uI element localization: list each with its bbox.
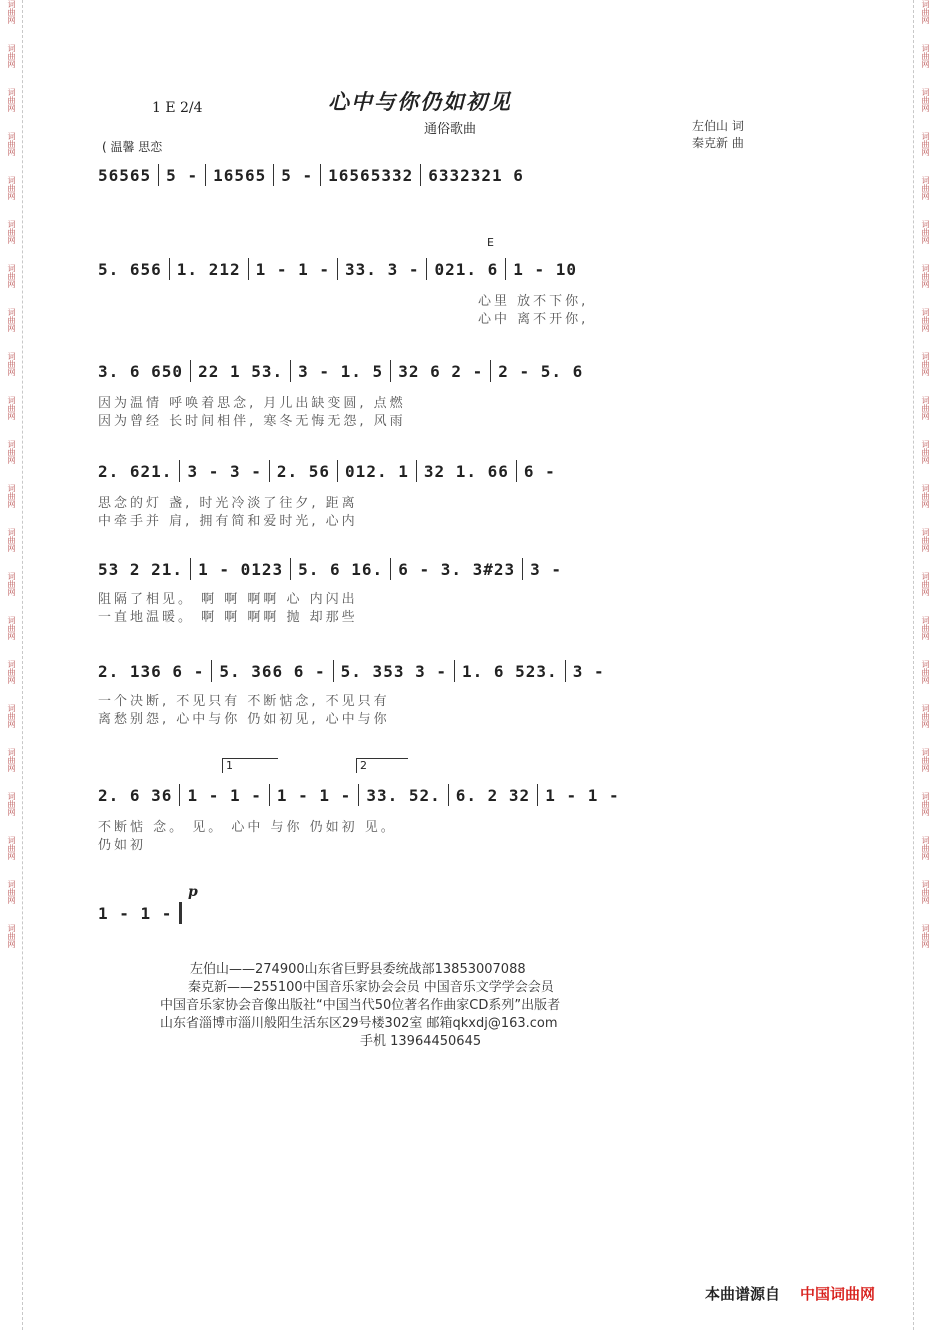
watermark-text: 词曲网	[7, 264, 16, 288]
address-email: 山东省淄博市淄川般阳生活东区29号楼302室 邮箱qkxdj@163.com	[160, 1016, 558, 1031]
measure: 53 2 21.	[98, 559, 184, 579]
lyric-line: 一直地温暖。 啊 啊 啊啊 抛 却那些	[98, 610, 358, 625]
watermark-text: 词曲网	[7, 836, 16, 860]
bar-line	[416, 460, 417, 482]
measure: 1 - 1 -	[276, 785, 352, 805]
score-row	[98, 904, 218, 922]
lyric-line: 离愁别怨, 心中与你 仍如初见, 心中与你	[98, 712, 390, 727]
watermark-text: 词曲网	[921, 572, 930, 596]
bar-line	[273, 164, 274, 186]
measure: 3 -	[530, 559, 563, 579]
bar-line	[179, 784, 180, 806]
right-watermark-strip	[913, 0, 936, 1330]
measure: 2. 56	[276, 461, 331, 481]
bar-line	[333, 660, 334, 682]
watermark-text: 词曲网	[921, 836, 930, 860]
lyricist-credit: 左伯山 词	[692, 119, 744, 133]
watermark-text: 词曲网	[7, 176, 16, 200]
second-ending-bracket: 2	[356, 758, 408, 773]
measure: 22 1 53.	[198, 361, 284, 381]
bar-line	[337, 460, 338, 482]
measure: 1 - 1 -	[187, 785, 262, 805]
lyric-line: 不断惦 念。 见。 心中 与你 仍如初 见。	[98, 820, 397, 835]
watermark-text: 词曲网	[7, 616, 16, 640]
watermark-text: 词曲网	[921, 396, 930, 420]
repeat-bar-line	[269, 784, 270, 806]
score-row	[98, 560, 843, 578]
lyric-line: 中牵手并 肩, 拥有简和爱时光, 心内	[98, 514, 358, 529]
watermark-text: 词曲网	[7, 660, 16, 684]
watermark-text: 词曲网	[921, 0, 930, 24]
watermark-text: 词曲网	[7, 572, 16, 596]
watermark-text: 词曲网	[921, 704, 930, 728]
final-bar-line	[179, 902, 182, 924]
measure: 1 - 1 -	[545, 785, 620, 805]
measure: 33. 52.	[366, 785, 441, 805]
measure: 6 -	[523, 461, 556, 481]
measure: 012. 1	[345, 461, 409, 481]
key-signature: 1 E 2/4	[152, 100, 203, 116]
score-row	[98, 362, 843, 380]
watermark-text: 词曲网	[7, 924, 16, 948]
measure: 56565	[98, 165, 152, 185]
watermark-text: 词曲网	[7, 880, 16, 904]
bar-line	[290, 558, 291, 580]
bar-line	[390, 558, 391, 580]
bar-line	[522, 558, 523, 580]
watermark-text: 词曲网	[921, 660, 930, 684]
bar-line	[190, 360, 191, 382]
left-watermark-strip	[0, 0, 23, 1330]
watermark-text: 词曲网	[921, 176, 930, 200]
measure: 2 - 5. 6	[498, 361, 584, 381]
watermark-text: 词曲网	[921, 88, 930, 112]
watermark-text: 词曲网	[921, 792, 930, 816]
watermark-text: 词曲网	[921, 132, 930, 156]
watermark-text: 词曲网	[7, 0, 16, 24]
bar-line	[211, 660, 212, 682]
watermark-text: 词曲网	[7, 440, 16, 464]
watermark-text: 词曲网	[921, 616, 930, 640]
lyricist-contact: 左伯山——274900山东省巨野县委统战部13853007088	[190, 962, 526, 977]
bar-line	[454, 660, 455, 682]
bar-line	[537, 784, 538, 806]
watermark-text: 词曲网	[921, 220, 930, 244]
score-row	[98, 260, 843, 278]
measure: 1. 212	[176, 259, 241, 279]
measure: 021. 6	[434, 259, 499, 279]
bar-line	[358, 784, 359, 806]
measure: 32 1. 66	[423, 461, 509, 481]
watermark-text: 词曲网	[7, 792, 16, 816]
watermark-text: 词曲网	[7, 396, 16, 420]
watermark-text: 词曲网	[921, 528, 930, 552]
lyric-line: 阻隔了相见。 啊 啊 啊啊 心 内闪出	[98, 592, 358, 607]
bar-line	[516, 460, 517, 482]
lyric-line: 因为温情 呼唤着思念, 月儿出缺变圆, 点燃	[98, 396, 406, 411]
watermark-text: 词曲网	[7, 748, 16, 772]
measure: 16565332	[328, 165, 414, 185]
measure: 3 - 1. 5	[298, 361, 384, 381]
song-title: 心中与你仍如初见	[328, 90, 512, 114]
watermark-text: 词曲网	[7, 484, 16, 508]
lyric-line: 一个决断, 不见只有 不断惦念, 不见只有	[98, 694, 390, 709]
watermark-text: 词曲网	[921, 264, 930, 288]
watermark-text: 词曲网	[921, 440, 930, 464]
watermark-text: 词曲网	[7, 308, 16, 332]
bar-line	[290, 360, 291, 382]
lyric-line: 思念的灯 盏, 时光冷淡了往夕, 距离	[98, 496, 358, 511]
bar-line	[420, 164, 421, 186]
lyric-line: 仍如初	[98, 838, 147, 853]
measure: 3 - 3 -	[187, 461, 262, 481]
watermark-text: 词曲网	[7, 352, 16, 376]
watermark-text: 词曲网	[7, 528, 16, 552]
bar-line	[490, 360, 491, 382]
measure: 5. 656	[98, 259, 162, 279]
bar-line	[269, 460, 270, 482]
bar-line	[390, 360, 391, 382]
dynamic-marking: p	[188, 884, 198, 900]
score-row	[98, 166, 843, 184]
bar-line	[505, 258, 506, 280]
measure: 33. 3 -	[345, 259, 420, 279]
watermark-text: 词曲网	[7, 44, 16, 68]
publisher-note: 中国音乐家协会音像出版社“中国当代50位著名作曲家CD系列”出版者	[160, 998, 561, 1013]
measure: 6 - 3. 3#23	[398, 559, 516, 579]
composer-contact: 秦克新——255100中国音乐家协会会员 中国音乐文学学会会员	[188, 980, 554, 995]
measure: 5. 353 3 -	[340, 661, 447, 681]
watermark-text: 词曲网	[921, 484, 930, 508]
bar-line	[179, 460, 180, 482]
watermark-text: 词曲网	[7, 132, 16, 156]
measure: 1 - 1 -	[98, 903, 173, 923]
source-label: 本曲谱源自	[705, 1285, 781, 1303]
bar-line	[565, 660, 566, 682]
measure: 2. 136 6 -	[98, 661, 205, 681]
lyric-line: 因为曾经 长时间相伴, 寒冬无悔无怨, 风雨	[98, 414, 406, 429]
song-genre: 通俗歌曲	[424, 122, 477, 137]
measure: 5 -	[166, 165, 199, 185]
composer-credit: 秦克新 曲	[692, 136, 744, 150]
measure: 1 - 10	[513, 259, 578, 279]
lyric-line: 心里 放不下你,	[478, 294, 589, 309]
measure: 6332321 6	[428, 165, 524, 185]
watermark-text: 词曲网	[921, 748, 930, 772]
source-credit	[705, 1283, 875, 1304]
phone-number: 手机 13964450645	[360, 1034, 482, 1049]
watermark-text: 词曲网	[921, 308, 930, 332]
bar-line	[158, 164, 159, 186]
measure: 2. 6 36	[98, 785, 173, 805]
watermark-text: 词曲网	[921, 924, 930, 948]
watermark-text: 词曲网	[7, 220, 16, 244]
watermark-text: 词曲网	[921, 44, 930, 68]
bar-line	[337, 258, 338, 280]
score-row	[98, 662, 843, 680]
measure: 3 -	[572, 661, 605, 681]
measure: 2. 621.	[98, 461, 173, 481]
bar-line	[205, 164, 206, 186]
key-change-mark: E	[487, 236, 494, 249]
score-row	[98, 786, 843, 804]
watermark-text: 词曲网	[921, 880, 930, 904]
measure: 5. 6 16.	[298, 559, 384, 579]
bar-line	[448, 784, 449, 806]
measure: 5. 366 6 -	[219, 661, 326, 681]
bar-line	[190, 558, 191, 580]
bar-line	[426, 258, 427, 280]
source-site-link[interactable]: 中国词曲网	[800, 1285, 876, 1303]
first-ending-bracket: 1	[222, 758, 278, 773]
watermark-text: 词曲网	[921, 352, 930, 376]
score-row	[98, 462, 843, 480]
bar-line	[248, 258, 249, 280]
measure: 1. 6 523.	[461, 661, 558, 681]
measure: 32 6 2 -	[398, 361, 484, 381]
bar-line	[169, 258, 170, 280]
lyric-line: 心中 离不开你,	[478, 312, 589, 327]
measure: 6. 2 32	[455, 785, 531, 805]
bar-line	[320, 164, 321, 186]
measure: 1 - 1 -	[255, 259, 331, 279]
watermark-text: 词曲网	[7, 88, 16, 112]
measure: 16565	[213, 165, 267, 185]
measure: 5 -	[281, 165, 314, 185]
measure: 3. 6 650	[98, 361, 184, 381]
watermark-text: 词曲网	[7, 704, 16, 728]
measure: 1 - 0123	[198, 559, 284, 579]
tempo-mood-marking: ( 温馨 思恋	[102, 140, 163, 154]
